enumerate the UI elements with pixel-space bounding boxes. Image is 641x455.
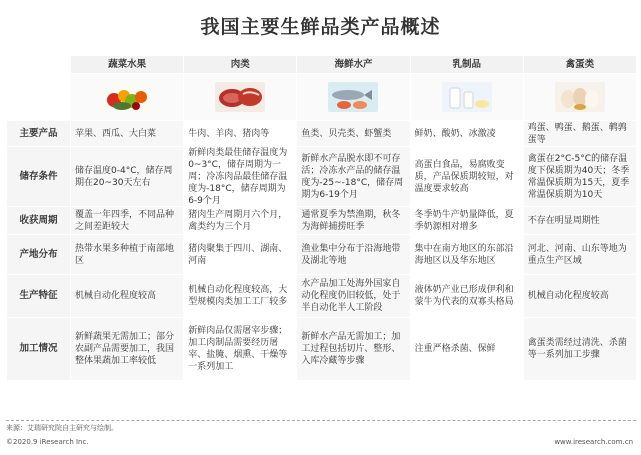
row-label: 生产特征	[6, 275, 70, 318]
column-header-seafood: 海鲜水产	[296, 56, 409, 74]
image-row-corner	[6, 74, 70, 121]
copyright-text: ©2020.9 iResearch Inc.	[6, 438, 89, 446]
table-cell-seafood: 通常夏季为禁渔期，秋冬为海鲜捕捞旺季	[296, 207, 409, 235]
table-cell-dairy: 鲜奶、酸奶、冰激凌	[410, 121, 523, 147]
source-note: 来源：艾瑞研究院自主研究与绘制。	[6, 424, 118, 432]
row-label: 储存条件	[6, 147, 70, 207]
row-label: 主要产品	[6, 121, 70, 147]
vegetables-fruits-image	[102, 82, 152, 112]
product-overview-table	[6, 56, 636, 381]
table-cell-seafood: 水产品加工处海外国家自动化程度仍旧较低，处于半自动化半人工阶段	[296, 275, 409, 318]
meat-image-cell	[183, 74, 296, 121]
table-cell-eggs: 禽蛋在2°C-5°C的储存温度下保质期为40天；冬季常温保质期为15天，夏季常温保质期为10天	[523, 147, 636, 207]
row-label: 产地分布	[6, 235, 70, 275]
vegetables-fruits-image-cell	[70, 74, 183, 121]
website-link[interactable]: www.iresearch.com.cn	[554, 438, 633, 446]
table-cell-seafood: 渔业集中分布于沿海地带及湖北等地	[296, 235, 409, 275]
eggs-image-cell	[523, 74, 636, 121]
table-cell-meat: 猪肉生产周期月六个月，禽类约为三个月	[183, 207, 296, 235]
table-cell-vegetables-fruits: 苹果、西瓜、大白菜	[70, 121, 183, 147]
table-cell-vegetables-fruits: 热带水果多种植于南部地区	[70, 235, 183, 275]
table-cell-dairy: 集中在南方地区的东部沿海地区以及华东地区	[410, 235, 523, 275]
row-label: 收获周期	[6, 207, 70, 235]
corner-cell	[6, 56, 70, 74]
table-cell-meat: 猪肉聚集于四川、湖南、河南	[183, 235, 296, 275]
table-cell-dairy: 冬季奶牛产奶量降低，夏季奶源相对增多	[410, 207, 523, 235]
column-header-meat: 肉类	[183, 56, 296, 74]
column-header-dairy: 乳制品	[410, 56, 523, 74]
page-title: 我国主要生鲜品类产品概述	[200, 16, 441, 38]
table-cell-eggs: 鸡蛋、鸭蛋、鹅蛋、鹌鹑蛋等	[523, 121, 636, 147]
table-cell-seafood: 新鲜水产品脱水即不可存活；冷冻水产品的储存温度为-25~-18°C，储存周期为6-19个月	[296, 147, 409, 207]
row-label: 加工情况	[6, 318, 70, 381]
table-cell-vegetables-fruits: 新鲜蔬果无需加工；部分农副产品需要加工，我国整体果蔬加工率较低	[70, 318, 183, 381]
table-cell-dairy: 高蛋白食品，易腐败变质，产品保质期较短，对温度要求较高	[410, 147, 523, 207]
seafood-image-cell	[296, 74, 409, 121]
table-cell-dairy: 注重严格杀菌、保鲜	[410, 318, 523, 381]
column-header-eggs: 禽蛋类	[523, 56, 636, 74]
table-cell-eggs: 河北、河南、山东等地为重点生产区域	[523, 235, 636, 275]
eggs-image	[555, 82, 605, 112]
table-cell-meat: 机械自动化程度较高，大型规模肉类加工工厂较多	[183, 275, 296, 318]
footer-divider	[6, 420, 636, 421]
table-cell-dairy: 液体奶产业已形成伊利和蒙牛为代表的双寡头格局	[410, 275, 523, 318]
table-cell-seafood: 新鲜水产品无需加工；加工过程包括切片、整形、入库冷藏等步骤	[296, 318, 409, 381]
seafood-image	[328, 82, 378, 112]
table-cell-seafood: 鱼类、贝壳类、虾蟹类	[296, 121, 409, 147]
table-cell-vegetables-fruits: 储存温度0-4°C，储存周期在20~30天左右	[70, 147, 183, 207]
table-cell-vegetables-fruits: 覆盖一年四季，不同品种之间差距较大	[70, 207, 183, 235]
table-cell-vegetables-fruits: 机械自动化程度较高	[70, 275, 183, 318]
table-cell-meat: 新鲜肉品仅需屠宰步骤；加工肉制品需要经历屠宰、盐腌、烟熏、干燥等一系列加工	[183, 318, 296, 381]
column-header-vegetables-fruits: 蔬菜水果	[70, 56, 183, 74]
table-cell-meat: 牛肉、羊肉、猪肉等	[183, 121, 296, 147]
table-cell-eggs: 不存在明显周期性	[523, 207, 636, 235]
dairy-image-cell	[410, 74, 523, 121]
meat-image	[215, 82, 265, 112]
dairy-image	[442, 82, 492, 112]
table-cell-eggs: 禽蛋类需经过清洗、杀菌等一系列加工步骤	[523, 318, 636, 381]
table-cell-eggs: 机械自动化程度较高	[523, 275, 636, 318]
table-cell-meat: 新鲜肉类最佳储存温度为0~3°C，储存周期为一周；冷冻肉品最佳储存温度为-18°C，储存周期为6-9个月	[183, 147, 296, 207]
